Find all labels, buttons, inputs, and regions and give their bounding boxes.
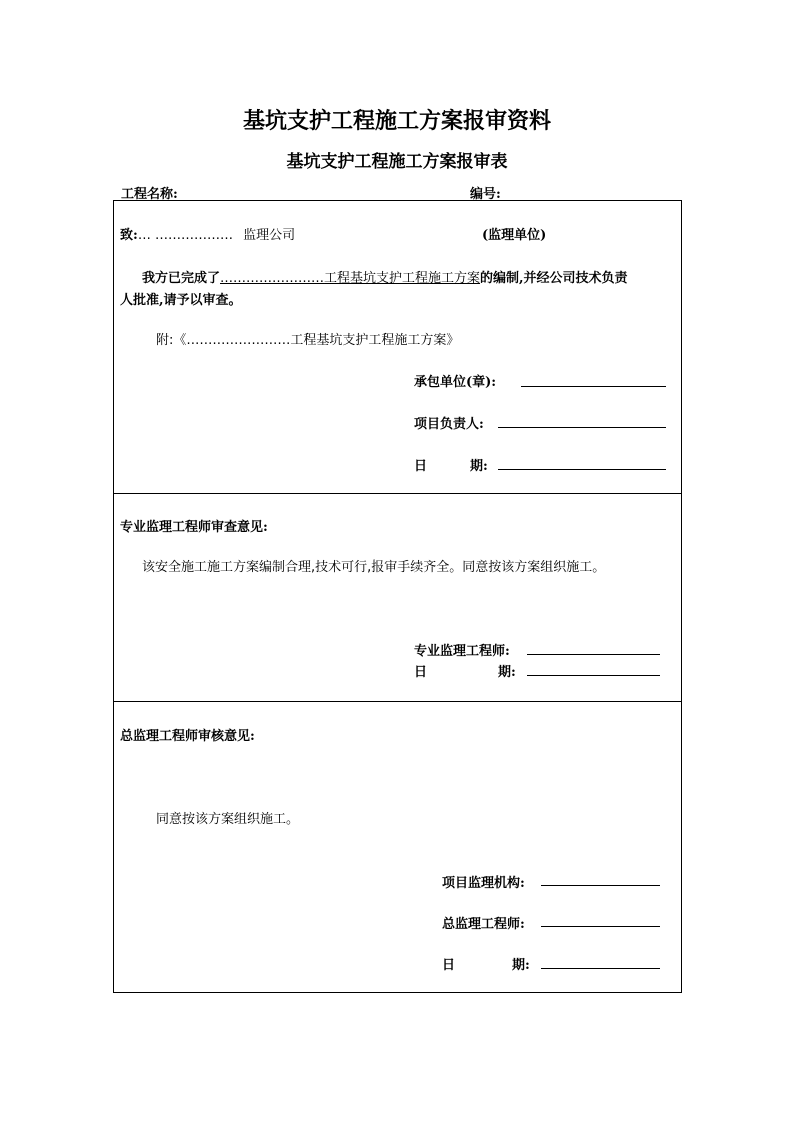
body-suffix: 的编制,并经公司技术负责 — [480, 271, 628, 286]
chief-date-char2: 期: — [512, 958, 530, 973]
chief-engineer-signature-line[interactable] — [541, 926, 660, 927]
chief-date-line[interactable] — [541, 968, 660, 969]
project-manager-signature-line[interactable] — [498, 427, 666, 428]
submission-body-line2: 人批准,请予以审查。 — [120, 293, 242, 308]
project-name-label: 工程名称: — [121, 187, 178, 202]
submission-body-line1 — [142, 267, 628, 286]
addressee-company: 监理公司 — [243, 228, 296, 243]
addressee-dots: … ……………… — [137, 228, 233, 243]
supervision-agency-label: 项目监理机构: — [442, 876, 525, 891]
attachment-dots: …………………… — [186, 333, 291, 348]
chief-review-heading: 总监理工程师审核意见: — [120, 729, 255, 744]
submission-date-line[interactable] — [498, 469, 666, 470]
specialist-date-char1: 日 — [414, 665, 428, 680]
contractor-signature-line[interactable] — [521, 386, 666, 387]
contractor-label: 承包单位(章): — [414, 375, 497, 390]
body-plan-name: 工程基坑支护工程施工方案 — [324, 271, 481, 286]
specialist-engineer-label: 专业监理工程师: — [414, 644, 510, 659]
specialist-review-opinion: 该安全施工施工方案编制合理,技术可行,报审手续齐全。同意按该方案组织施工。 — [142, 560, 606, 575]
attachment-name: 工程基坑支护工程施工方案》 — [290, 333, 460, 348]
supervisor-role-label: (监理单位) — [482, 228, 547, 243]
chief-review-section — [113, 702, 682, 993]
form-title: 基坑支护工程施工方案报审表 — [286, 152, 508, 172]
serial-number-label: 编号: — [470, 187, 501, 202]
specialist-date-char2: 期: — [498, 665, 516, 680]
attachment-prefix: 附:《 — [156, 333, 187, 348]
addressee-line — [120, 224, 295, 243]
chief-date-char1: 日 — [442, 958, 456, 973]
body-prefix: 我方已完成了 — [142, 271, 221, 286]
specialist-date-line[interactable] — [527, 675, 660, 676]
submission-section — [113, 200, 682, 494]
submission-date-char1: 日 — [414, 459, 428, 474]
specialist-review-heading: 专业监理工程师审查意见: — [120, 520, 268, 535]
to-label: 致: — [120, 228, 138, 243]
supervision-agency-signature-line[interactable] — [541, 885, 660, 886]
document-title: 基坑支护工程施工方案报审资料 — [242, 108, 551, 134]
submission-date-char2: 期: — [470, 459, 488, 474]
chief-review-opinion: 同意按该方案组织施工。 — [156, 812, 300, 827]
project-manager-label: 项目负责人: — [414, 417, 484, 432]
specialist-engineer-signature-line[interactable] — [527, 654, 660, 655]
attachment-line — [156, 329, 459, 348]
chief-engineer-label: 总监理工程师: — [442, 917, 525, 932]
body-dots: …………………… — [220, 271, 325, 286]
specialist-review-section — [113, 493, 682, 702]
